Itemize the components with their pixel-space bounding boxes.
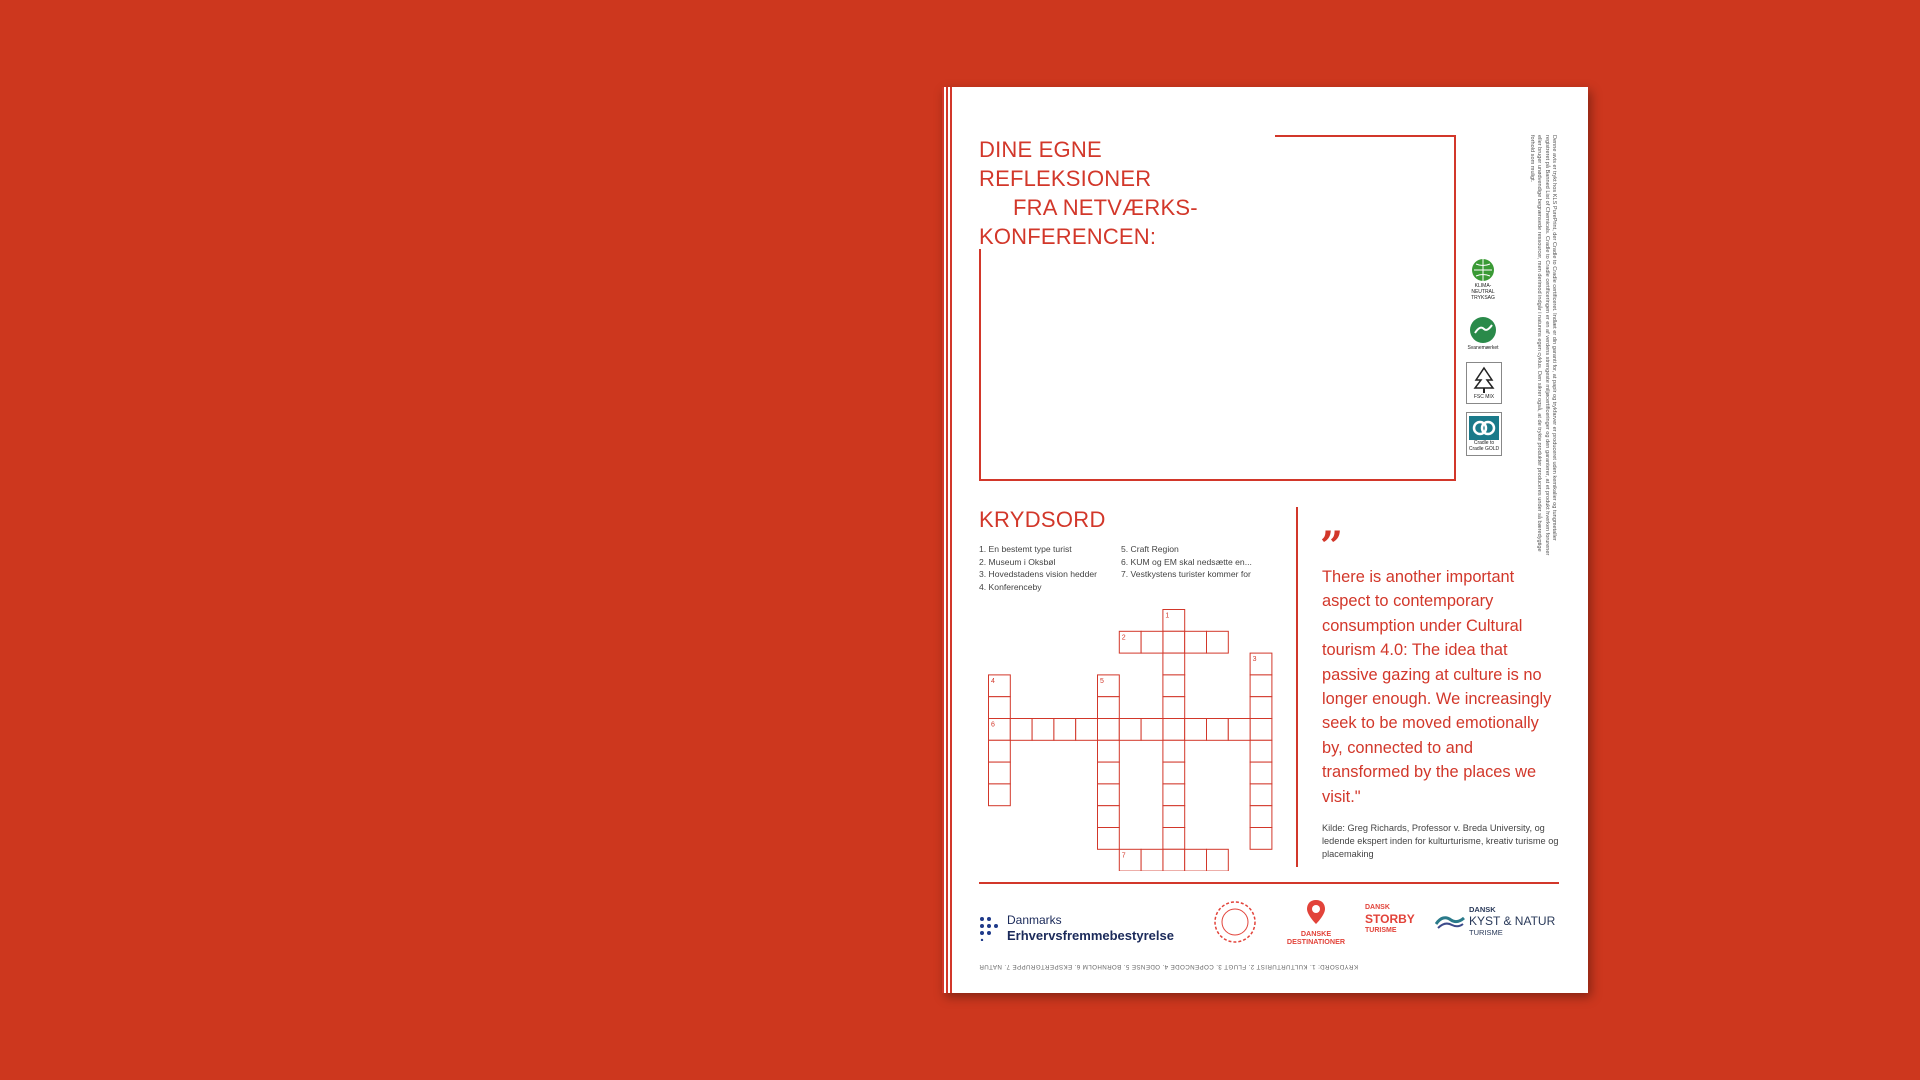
c2c-cert	[1466, 412, 1502, 456]
crossword-number: 4	[991, 677, 995, 685]
map-pin-icon	[1306, 899, 1326, 925]
crossword-cell[interactable]	[1250, 806, 1272, 828]
clue-item: 1. En bestemt type turist	[979, 544, 1072, 554]
clue-item: 2. Museum i Oksbøl	[979, 556, 1056, 567]
crossword-cell[interactable]	[1163, 740, 1185, 762]
crossword-cell[interactable]	[989, 784, 1011, 806]
crossword-cell[interactable]	[1228, 719, 1250, 741]
crossword-cell[interactable]	[1250, 828, 1272, 850]
crossword-cell[interactable]	[1163, 762, 1185, 784]
quote-text: There is another important aspect to contemporary consumption under Cultural tourism 4.0: The idea that passive gazing at culture is no longer enough. We increasingly seek to be moved emotionally by, connected to and transformed by the places we visit."	[1322, 568, 1552, 806]
partner-logos	[979, 897, 1563, 957]
cert-logos	[1466, 254, 1506, 464]
crossword-cell[interactable]	[1076, 719, 1098, 741]
crossword-cell[interactable]	[1163, 697, 1185, 719]
spine-line	[942, 87, 944, 993]
crossword-cell[interactable]	[1054, 719, 1076, 741]
kyst-line1: DANSK	[1469, 905, 1496, 914]
crossword-cell[interactable]	[1163, 828, 1185, 850]
crossword-cell[interactable]	[1250, 762, 1272, 784]
wave-icon	[1435, 912, 1465, 932]
crossword-cell[interactable]	[1032, 719, 1054, 741]
heading-line-2: FRA NETVÆRKS-	[1013, 195, 1198, 220]
cert-label: Cradle to Cradle GOLD	[1468, 440, 1500, 452]
print-info-paragraph: Denne avis er trykt hos KLS PurePrint, der Cradle to Cradle certificeret. Indlæt er din garanti for, at papir og trykfarver er produceret uden kemikalier og tungmetaller registreret på Banned List of Chemicals. Cradle to Cradle certificeringen er en af verdens strengeste miljøcertificeringer og den garanterer, at et produkt hverken forurener eller bruger unødvendige begrænsede ressourcer, men derimod indgår i naturens egen cyklus. Den sikrer også, at de trykte produkter produceres under så bæredygtige forhold som muligt.	[1528, 135, 1557, 556]
quote-source: Kilde: Greg Richards, Professor v. Breda University, og ledende ekspert inden for kulturturisme, kreativ turisme og placemaking	[1322, 823, 1559, 859]
crossword-number: 3	[1252, 656, 1257, 664]
crossword-cell[interactable]	[1207, 849, 1229, 871]
storby-line1: DANSK	[1365, 904, 1390, 911]
heading-line-1: DINE EGNE REFLEKSIONER	[979, 137, 1152, 191]
crossword-cell[interactable]	[1250, 784, 1272, 806]
fsc-tree-icon	[1472, 366, 1496, 394]
kyst-line2: KYST & NATUR	[1469, 914, 1556, 928]
crossword-title: KRYDSORD	[979, 507, 1106, 532]
crossword-number: 6	[991, 721, 995, 729]
crossword-cell[interactable]	[1098, 719, 1120, 741]
section-divider	[1296, 507, 1298, 867]
crossword-cell[interactable]	[1098, 784, 1120, 806]
crossword-cell[interactable]	[1250, 740, 1272, 762]
crossword-cell[interactable]	[1185, 719, 1207, 741]
crossword-cell[interactable]	[989, 762, 1011, 784]
reflection-heading	[979, 135, 1279, 251]
answers-line: KRYDSORD: 1. KULTURTURIST 2. FLUGT 3. COPENCODE 4. ODENSE 5. BORNHOLM 6. EKSPERTGRUPPE 7. NATUR	[979, 963, 1358, 970]
crossword-cell[interactable]	[1207, 631, 1229, 653]
erhverv-line2: Erhvervsfremmebestyrelse	[1007, 928, 1174, 943]
erhverv-line1: Danmarks	[1007, 913, 1062, 927]
crossword-cell[interactable]	[1250, 675, 1272, 697]
crossword-cell[interactable]	[1163, 849, 1185, 871]
clue-item: 7. Vestkystens turister kommer for	[1121, 569, 1251, 580]
crossword-grid	[988, 609, 1288, 871]
erhvervsfremme-logo	[979, 913, 1174, 943]
document-page	[942, 87, 1588, 993]
crossword-cell[interactable]	[1163, 653, 1185, 675]
clue-item: 6. KUM og EM skal nedsætte en...	[1121, 556, 1252, 567]
crossword-cell[interactable]	[1163, 631, 1185, 653]
crossword-clues-right	[1121, 543, 1252, 581]
crossword-cell[interactable]	[1163, 719, 1185, 741]
clue-item: 3. Hovedstadens vision hedder	[979, 569, 1098, 580]
quote-mark: ”	[1320, 523, 1344, 570]
dots-icon	[979, 915, 999, 941]
footer-divider	[979, 882, 1559, 884]
cradle-to-cradle-icon	[1469, 416, 1499, 440]
globe-co2-icon	[1470, 257, 1496, 283]
crossword-cell[interactable]	[1207, 719, 1229, 741]
crossword-cell[interactable]	[989, 697, 1011, 719]
danske-destinationer-logo	[1283, 899, 1349, 946]
spine-line	[950, 87, 952, 993]
crossword-cell[interactable]	[1141, 719, 1163, 741]
crossword-cell[interactable]	[1098, 828, 1120, 850]
cert-label: KLIMA-NEUTRAL TRYKSAG	[1471, 283, 1495, 301]
crossword-cell[interactable]	[1010, 719, 1032, 741]
clue-item: 4. Konferenceby	[979, 581, 1042, 592]
crossword-cell[interactable]	[1141, 849, 1163, 871]
crossword-cell[interactable]	[1250, 719, 1272, 741]
heading-line-3: KONFERENCEN:	[979, 224, 1157, 249]
crossword-number: 7	[1121, 852, 1126, 860]
crossword-cell[interactable]	[1185, 849, 1207, 871]
kyst-natur-logo	[1435, 905, 1555, 938]
crossword-number: 5	[1100, 677, 1104, 685]
crossword-cell[interactable]	[1163, 675, 1185, 697]
climate-neutral-cert	[1466, 254, 1500, 304]
crossword-cell[interactable]	[1250, 697, 1272, 719]
crossword-cell[interactable]	[1119, 719, 1141, 741]
crossword-cell[interactable]	[1098, 740, 1120, 762]
spine-line	[946, 87, 948, 993]
cert-label: Svanemærket	[1467, 345, 1499, 351]
swan-cert	[1466, 312, 1500, 354]
destinationer-label: DANSKE DESTINATIONER	[1286, 929, 1346, 946]
kyst-line3: TURISME	[1469, 928, 1503, 937]
danske-museer-logo	[1211, 897, 1259, 952]
museer-ring-icon	[1211, 897, 1259, 947]
crossword-cell[interactable]	[1163, 806, 1185, 828]
crossword-number: 1	[1165, 612, 1170, 620]
crossword-cell[interactable]	[1163, 784, 1185, 806]
crossword-cell[interactable]	[1185, 631, 1207, 653]
crossword-number: 2	[1121, 634, 1126, 642]
print-info-text	[1517, 135, 1557, 565]
crossword-cell[interactable]	[1141, 631, 1163, 653]
storby-line3: TURISME	[1365, 927, 1397, 934]
storby-logo	[1365, 903, 1415, 936]
crossword-cell[interactable]	[989, 740, 1011, 762]
cert-label: FSC MIX	[1473, 394, 1495, 400]
clue-item: 5. Craft Region	[1121, 544, 1179, 554]
storby-line2: STORBY	[1365, 912, 1415, 926]
crossword-cell[interactable]	[1098, 697, 1120, 719]
crossword-clues-left	[979, 543, 1097, 593]
fsc-cert	[1466, 362, 1502, 404]
swan-icon	[1468, 315, 1498, 345]
crossword-cell[interactable]	[1098, 806, 1120, 828]
crossword-cell[interactable]	[1098, 762, 1120, 784]
